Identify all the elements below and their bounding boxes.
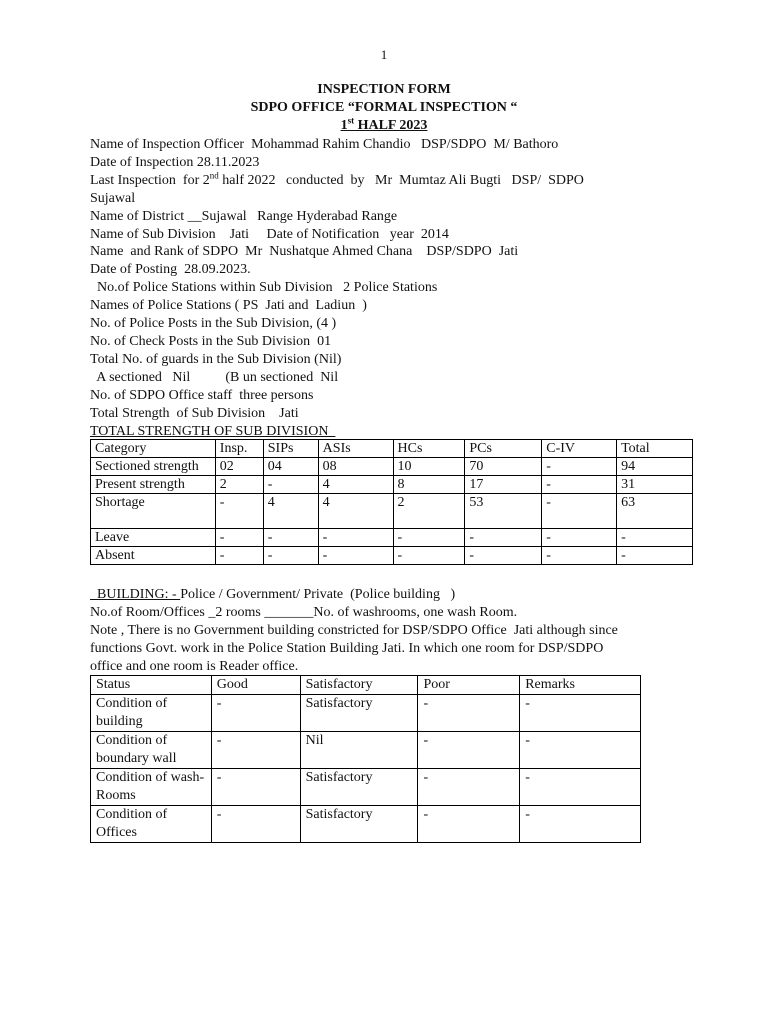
table-cell: Condition of building bbox=[91, 695, 212, 732]
header-cell: Category bbox=[91, 440, 216, 458]
table-cell: - bbox=[263, 529, 318, 547]
header-cell: C-IV bbox=[542, 440, 617, 458]
table-cell: Absent bbox=[91, 547, 216, 565]
form-title: INSPECTION FORM bbox=[317, 82, 451, 97]
table-cell: 2 bbox=[393, 494, 465, 529]
table-cell: - bbox=[263, 476, 318, 494]
note-line: Note , There is no Government building constricted for DSP/SDPO Office Jati although since bbox=[90, 623, 618, 638]
table-row bbox=[91, 732, 641, 769]
table-cell: - bbox=[211, 695, 300, 732]
table-cell: - bbox=[215, 529, 263, 547]
table-cell: - bbox=[520, 732, 641, 769]
building-label: BUILDING: - bbox=[90, 587, 181, 602]
table-cell: 31 bbox=[617, 476, 693, 494]
stations-count-line: No.of Police Stations within Sub Division 2 Police Stations bbox=[90, 280, 438, 296]
table-cell: - bbox=[211, 769, 300, 806]
building-status-table bbox=[90, 675, 641, 843]
table-cell: - bbox=[215, 494, 263, 529]
table-row bbox=[91, 494, 693, 529]
strength-table bbox=[90, 439, 693, 565]
table-cell: Leave bbox=[91, 529, 216, 547]
page-number: 1 bbox=[380, 47, 388, 62]
check-posts-line: No. of Check Posts in the Sub Division 01 bbox=[90, 333, 332, 349]
table-cell: - bbox=[318, 529, 393, 547]
table-cell: Satisfactory bbox=[300, 806, 418, 843]
period-text: HALF 2023 bbox=[354, 118, 428, 133]
table-cell: - bbox=[418, 732, 520, 769]
table-cell: Satisfactory bbox=[300, 769, 418, 806]
building-line bbox=[90, 586, 710, 604]
table-row bbox=[91, 529, 693, 547]
table-cell: 4 bbox=[263, 494, 318, 529]
last-inspection-post: half 2022 conducted by Mr Mumtaz Ali Bugti DSP/ SDPO bbox=[218, 172, 584, 188]
table-cell: - bbox=[520, 806, 641, 843]
total-strength-line: Total Strength of Sub Division Jati bbox=[90, 405, 299, 421]
table-header-row bbox=[91, 676, 641, 695]
table-cell: Nil bbox=[300, 732, 418, 769]
period-number: 1 bbox=[340, 118, 348, 133]
last-inspection-cont: Sujawal bbox=[90, 190, 136, 206]
table-cell: 70 bbox=[465, 458, 542, 476]
sdpo-rank-line: Name and Rank of SDPO Mr Nushatque Ahmed Chana DSP/SDPO Jati bbox=[90, 244, 519, 260]
table-cell: - bbox=[418, 806, 520, 843]
table-row bbox=[91, 769, 641, 806]
table-cell: - bbox=[418, 695, 520, 732]
table-cell: 10 bbox=[393, 458, 465, 476]
table-cell: - bbox=[617, 529, 693, 547]
table-cell: 02 bbox=[215, 458, 263, 476]
sectioned-line: A sectioned Nil (B un sectioned Nil bbox=[90, 369, 339, 385]
rooms-line: No.of Room/Offices _2 rooms _______No. of washrooms, one wash Room. bbox=[90, 605, 518, 620]
table-header-row bbox=[91, 440, 693, 458]
table-cell: - bbox=[211, 806, 300, 843]
guards-line: Total No. of guards in the Sub Division (Nil) bbox=[90, 351, 342, 367]
header-cell: Status bbox=[91, 676, 212, 695]
table-cell: - bbox=[318, 547, 393, 565]
table-cell: 4 bbox=[318, 476, 393, 494]
note-line: functions Govt. work in the Police Station Building Jati. In which one room for DSP/SDPO bbox=[90, 641, 604, 656]
table-cell: Shortage bbox=[91, 494, 216, 529]
header-cell: Satisfactory bbox=[300, 676, 418, 695]
last-inspection-pre: Last Inspection for 2 bbox=[90, 172, 210, 188]
table-cell: - bbox=[520, 769, 641, 806]
office-staff-line: No. of SDPO Office staff three persons bbox=[90, 387, 314, 403]
table-cell: - bbox=[215, 547, 263, 565]
posting-date-line: Date of Posting 28.09.2023. bbox=[90, 262, 251, 278]
table-cell: 04 bbox=[263, 458, 318, 476]
building-section bbox=[90, 586, 710, 676]
table-cell: - bbox=[542, 476, 617, 494]
table-cell: Condition of boundary wall bbox=[91, 732, 212, 769]
table-cell: - bbox=[617, 547, 693, 565]
police-posts-line: No. of Police Posts in the Sub Division, (4 ) bbox=[90, 316, 337, 332]
form-period bbox=[0, 115, 768, 134]
header-cell: Remarks bbox=[520, 676, 641, 695]
last-inspection-line bbox=[90, 172, 690, 190]
table-cell: - bbox=[418, 769, 520, 806]
header-cell: Good bbox=[211, 676, 300, 695]
form-subtitle: SDPO OFFICE “FORMAL INSPECTION “ bbox=[250, 100, 518, 115]
table-cell: Sectioned strength bbox=[91, 458, 216, 476]
inspection-details bbox=[90, 136, 690, 440]
table-cell: 8 bbox=[393, 476, 465, 494]
table-cell: - bbox=[393, 529, 465, 547]
table-cell: - bbox=[542, 547, 617, 565]
table-row bbox=[91, 695, 641, 732]
header-cell: Total bbox=[617, 440, 693, 458]
header-cell: Poor bbox=[418, 676, 520, 695]
header-cell: HCs bbox=[393, 440, 465, 458]
table-cell: Condition of Offices bbox=[91, 806, 212, 843]
table-cell: 08 bbox=[318, 458, 393, 476]
table-cell: - bbox=[263, 547, 318, 565]
header-cell: ASIs bbox=[318, 440, 393, 458]
table-cell: - bbox=[465, 547, 542, 565]
stations-names-line: Names of Police Stations ( PS Jati and Ladiun ) bbox=[90, 298, 367, 314]
table-cell: 17 bbox=[465, 476, 542, 494]
table-row bbox=[91, 547, 693, 565]
note-line: office and one room is Reader office. bbox=[90, 659, 299, 674]
table-row bbox=[91, 806, 641, 843]
table-cell: Condition of wash- Rooms bbox=[91, 769, 212, 806]
table-row bbox=[91, 476, 693, 494]
table-cell: Satisfactory bbox=[300, 695, 418, 732]
header-cell: PCs bbox=[465, 440, 542, 458]
header-cell: SIPs bbox=[263, 440, 318, 458]
table-row bbox=[91, 458, 693, 476]
table-cell: - bbox=[520, 695, 641, 732]
strength-heading: TOTAL STRENGTH OF SUB DIVISION bbox=[90, 423, 336, 439]
table-cell: - bbox=[393, 547, 465, 565]
subdivision-line: Name of Sub Division Jati Date of Notification year 2014 bbox=[90, 226, 449, 242]
table-cell: Present strength bbox=[91, 476, 216, 494]
officer-line: Name of Inspection Officer Mohammad Rahim Chandio DSP/SDPO M/ Bathoro bbox=[90, 137, 559, 152]
table-cell: - bbox=[542, 458, 617, 476]
table-cell: 53 bbox=[465, 494, 542, 529]
table-cell: - bbox=[542, 494, 617, 529]
table-cell: 2 bbox=[215, 476, 263, 494]
table-cell: 63 bbox=[617, 494, 693, 529]
inspection-date-line: Date of Inspection 28.11.2023 bbox=[90, 154, 260, 170]
building-type: Police / Government/ Private (Police building ) bbox=[180, 587, 456, 602]
table-cell: - bbox=[465, 529, 542, 547]
table-cell: - bbox=[542, 529, 617, 547]
district-line: Name of District __Sujawal Range Hyderabad Range bbox=[90, 208, 398, 224]
table-cell: 94 bbox=[617, 458, 693, 476]
header-cell: Insp. bbox=[215, 440, 263, 458]
table-cell: 4 bbox=[318, 494, 393, 529]
period-ordinal: st bbox=[347, 115, 355, 126]
table-cell: - bbox=[211, 732, 300, 769]
last-inspection-sup: nd bbox=[209, 170, 219, 181]
